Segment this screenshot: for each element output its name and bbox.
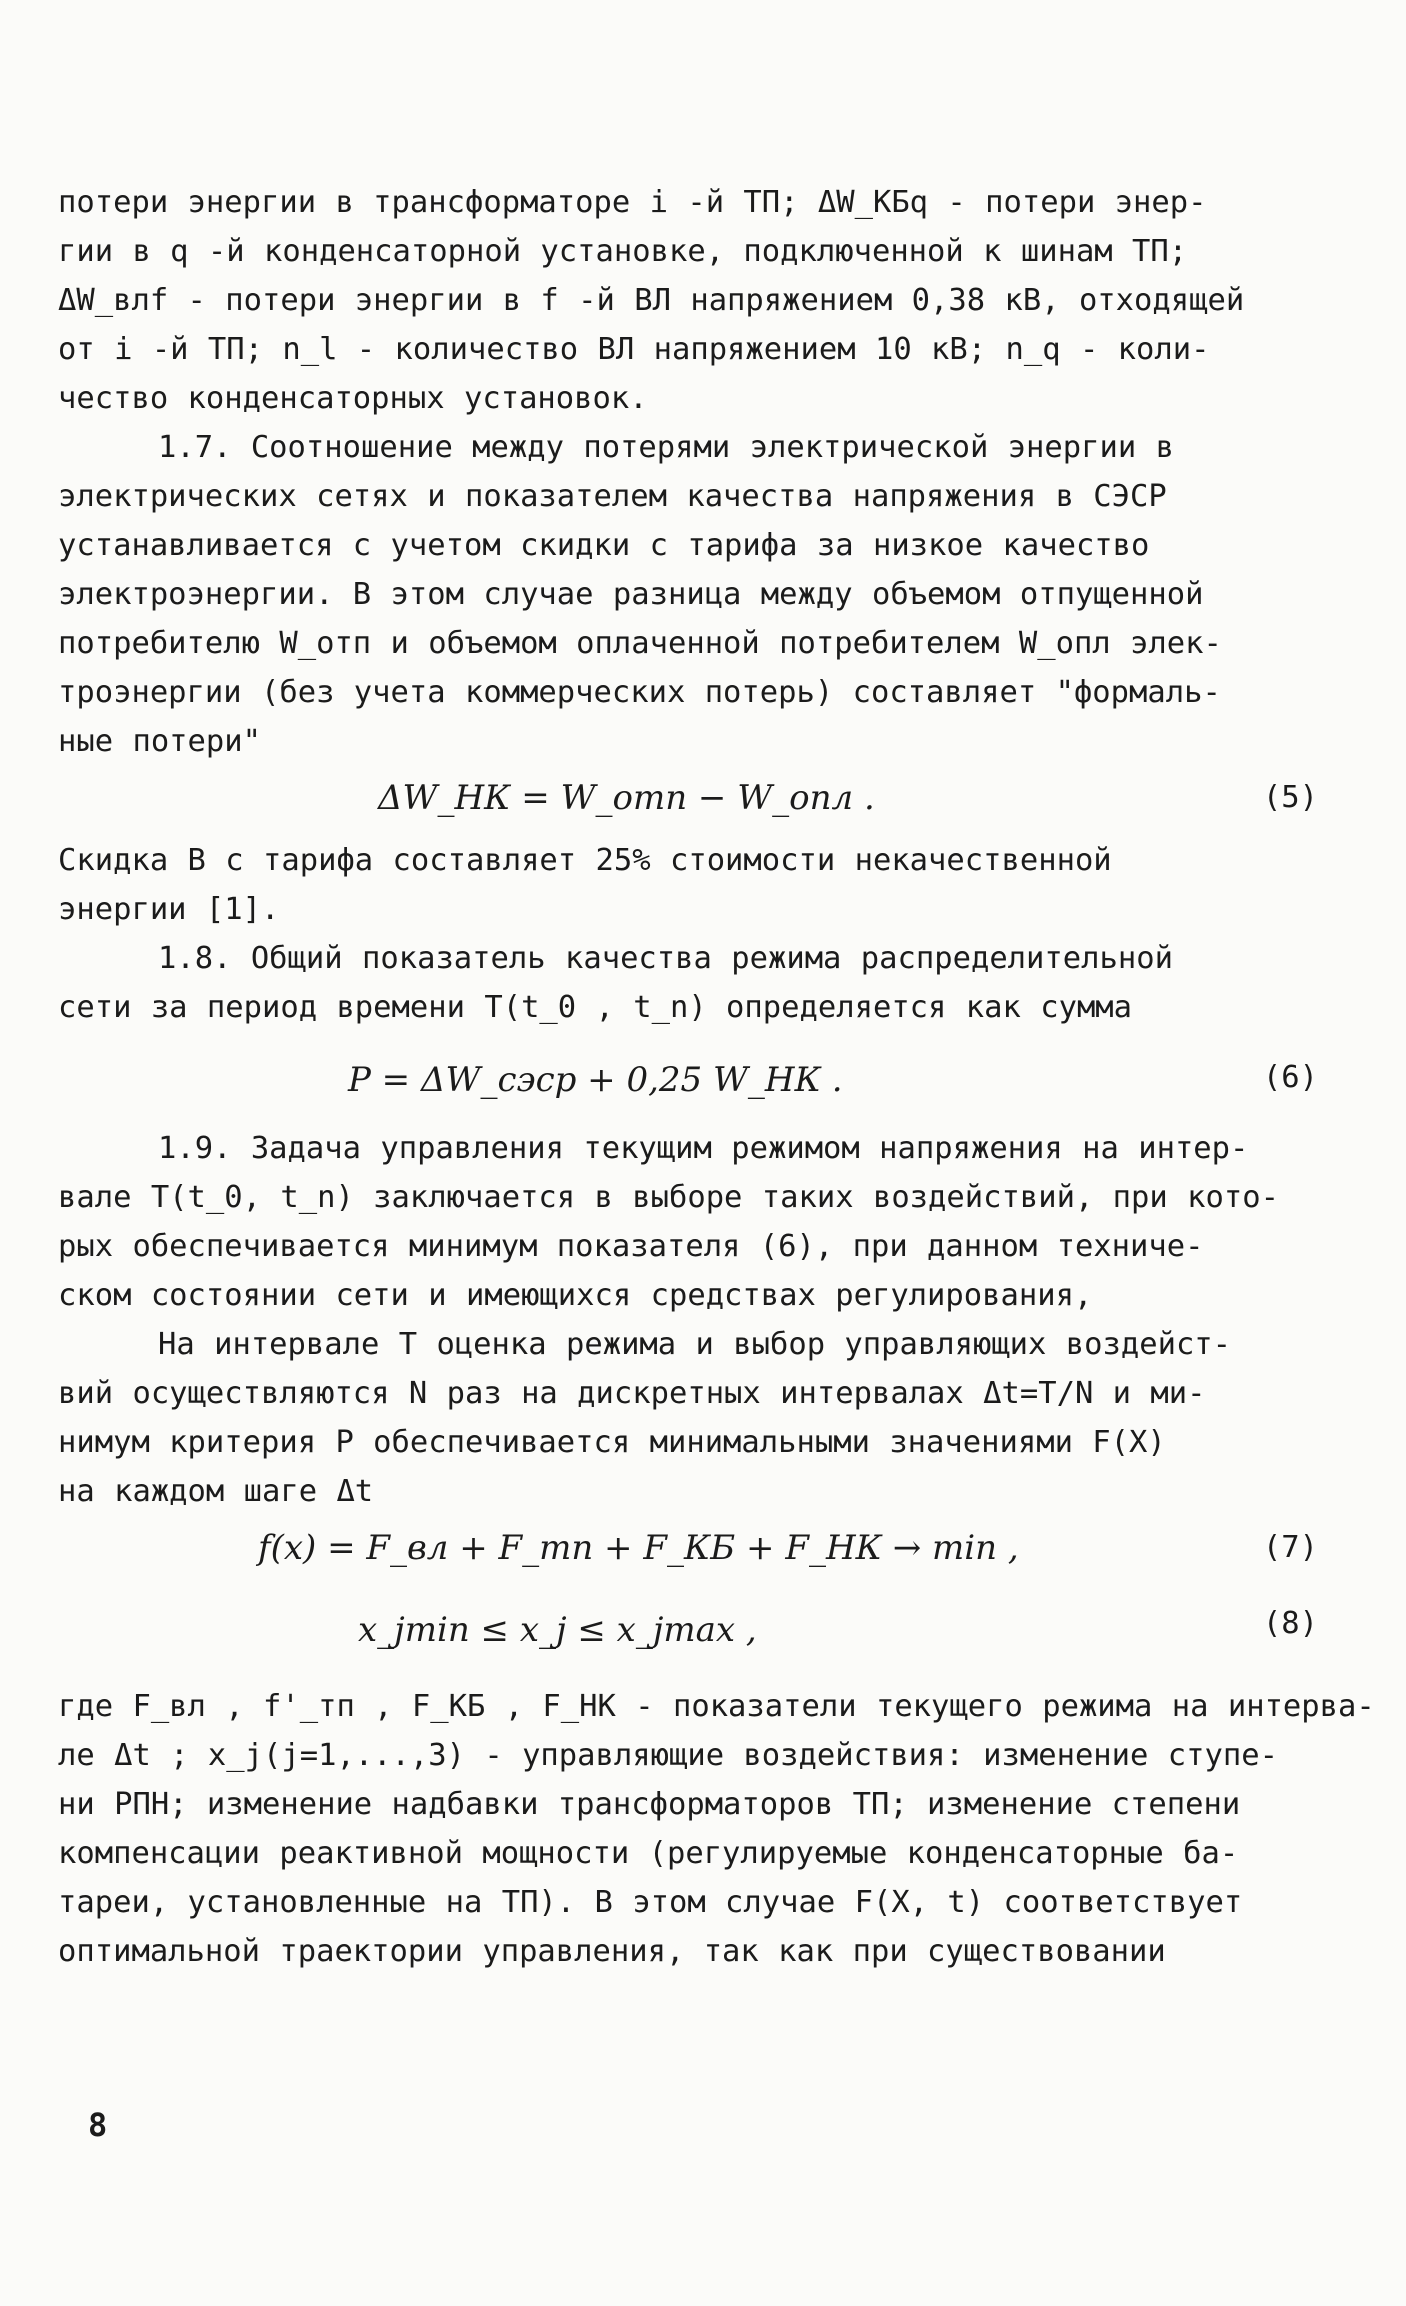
formula-number: (7) [1262,1530,1318,1565]
text-line: где F_вл , f'_тп , F_КБ , F_НК - показатели текущего режима на интерва- [58,1689,1375,1724]
text-line: от i -й ТП; n_l - количество ВЛ напряжением 10 кВ; n_q - коли- [58,332,1210,367]
formula-number: (6) [1262,1060,1318,1095]
text-line: 1.9. Задача управления текущим режимом напряжения на интер- [158,1131,1249,1166]
paragraph-where [58,1682,1375,1976]
paragraph-1-8 [58,934,1348,1032]
paragraph-1-9 [58,1124,1348,1320]
text-line: вале T(t_0, t_n) заключается в выборе таких воздействий, при кото- [58,1180,1279,1215]
formula-number: (8) [1262,1606,1318,1641]
text-line: На интервале T оценка режима и выбор управляющих воздейст- [158,1327,1232,1362]
formula-expression: x_jmin ≤ x_j ≤ x_jmax , [358,1610,757,1650]
text-line: тареи, установленные на ТП). В этом случае F(X, t) соответствует [58,1885,1243,1920]
text-line: 1.8. Общий показатель качества режима распределительной [158,941,1173,976]
paragraph-discount [58,836,1348,934]
text-line: нимум критерия P обеспечивается минимальными значениями F(X) [58,1425,1166,1460]
text-line: вий осуществляются N раз на дискретных интервалах Δt=T/N и ми- [58,1376,1206,1411]
text-line: Скидка B с тарифа составляет 25% стоимости некачественной [58,843,1112,878]
paragraph-interval [58,1320,1348,1516]
text-line: электроэнергии. В этом случае разница между объемом отпущенной [58,577,1204,612]
formula-6 [58,1032,1348,1124]
formula-expression: P = ΔW_сэср + 0,25 W_НК . [348,1060,843,1100]
formula-8 [58,1586,1348,1682]
text-line: на каждом шаге Δt [58,1474,374,1509]
text-line: 1.7. Соотношение между потерями электрической энергии в [158,430,1174,465]
text-line: ском состоянии сети и имеющихся средствах регулирования, [58,1278,1093,1313]
text-line: потребителю W_отп и объемом оплаченной потребителем W_опл элек- [58,626,1222,661]
document-page [58,178,1375,1976]
text-line: троэнергии (без учета коммерческих потерь) составляет "формаль- [58,675,1221,710]
text-line: устанавливается с учетом скидки с тарифа за низкое качество [58,528,1150,563]
paragraph-1-7 [58,423,1348,766]
text-line: чество конденсаторных установок. [58,381,648,416]
text-line: сети за период времени T(t_0 , t_n) определяется как сумма [58,990,1133,1025]
page-number: 8 [88,2106,108,2144]
paragraph-losses-definitions [58,178,1348,423]
text-line: ле Δt ; x_j(j=1,...,3) - управляющие воздействия: изменение ступе- [58,1738,1278,1773]
text-line: компенсации реактивной мощности (регулируемые конденсаторные ба- [58,1836,1239,1871]
text-line: оптимальной траектории управления, так как при существовании [58,1934,1166,1969]
text-line: ные потери" [58,724,261,759]
text-line: потери энергии в трансформаторе i -й ТП; ΔW_КБq - потери энер- [58,185,1207,220]
formula-number: (5) [1262,780,1318,815]
formula-expression: ΔW_НК = W_отп − W_опл . [378,778,875,818]
text-line: электрических сетях и показателем качества напряжения в СЭСР [58,479,1167,514]
text-line: ΔW_влf - потери энергии в f -й ВЛ напряжением 0,38 кВ, отходящей [58,283,1245,318]
text-line: ни РПН; изменение надбавки трансформаторов ТП; изменение степени [58,1787,1241,1822]
formula-expression: f(x) = F_вл + F_тп + F_КБ + F_НК → min , [258,1528,1019,1568]
text-line: гии в q -й конденсаторной установке, подключенной к шинам ТП; [58,234,1188,269]
formula-5 [58,766,1348,836]
text-line: энергии [1]. [58,892,280,927]
formula-7 [58,1516,1348,1586]
text-line: рых обеспечивается минимум показателя (6), при данном техниче- [58,1229,1204,1264]
